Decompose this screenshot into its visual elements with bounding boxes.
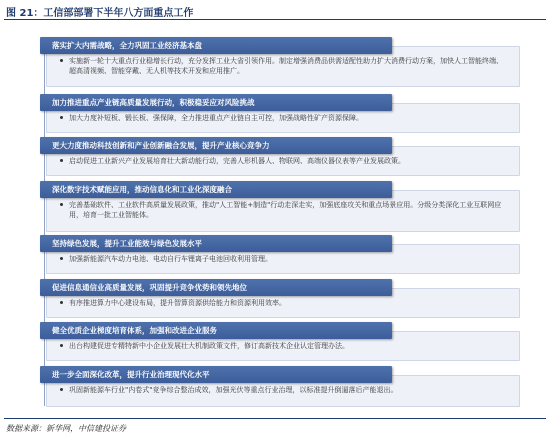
item-5-text: 加强新能源汽车动力电池、电动自行车锂离子电池回收利用管理。 [69, 255, 272, 263]
item-7-heading: 健全优质企业梯度培育体系，加强和改进企业服务 [40, 322, 392, 339]
bullet-icon [60, 301, 63, 304]
figure-title: 图 21：工信部部署下半年八方面重点工作 [6, 8, 194, 19]
bottom-rule [4, 418, 546, 419]
item-5 [40, 235, 520, 275]
item-1 [40, 37, 520, 89]
item-8-heading: 进一步全面深化改革，提升行业治理现代化水平 [40, 366, 392, 383]
bullet-icon [60, 257, 63, 260]
item-7-text: 出台构建促进专精特新中小企业发展壮大机制政策文件，修订高新技术企业认定管理办法。 [69, 342, 349, 350]
bullet-icon [60, 388, 63, 391]
bullet-icon [60, 159, 63, 162]
item-3-text: 启动促进工业新兴产业发展培育壮大新动能行动，完善人形机器人、物联网、高端仪器仪表等产业发展政策。 [69, 157, 405, 165]
item-4-text: 完善基础软件、工业软件高质量发展政策，推动"人工智能+制造"行动走深走实，加强底座攻关和重点场景应用。分级分类深化工业互联网应用，培育一批工业智能体。 [69, 201, 502, 219]
item-1-heading: 落实扩大内需战略，全力巩固工业经济基本盘 [40, 37, 392, 54]
item-2-text: 加大力度补短板、锻长板、强保障，全力推进重点产业链自主可控，加强战略性矿产资源保障。 [69, 114, 363, 122]
item-6-heading: 促进信息通信业高质量发展，巩固提升竞争优势和领先地位 [40, 279, 392, 296]
item-3-heading: 更大力度推动科技创新和产业创新融合发展，提升产业核心竞争力 [40, 137, 392, 154]
item-8-text: 巩固新能源车行业"内卷式"竞争综合整治成效，加强光伏等重点行业治理，以标准提升倒逼落后产能退出。 [69, 386, 398, 394]
bullet-icon [60, 203, 63, 206]
bullet-icon [60, 116, 63, 119]
item-6-text: 有序推进算力中心建设布局，提升智算资源供给能力和资源利用效率。 [69, 299, 286, 307]
top-rule [4, 19, 546, 20]
item-8 [40, 366, 520, 408]
bullet-icon [60, 344, 63, 347]
item-1-text: 实施新一轮十大重点行业稳增长行动，充分发挥工业大省引领作用。制定增强消费品供需适配性助力扩大消费行动方案，加快人工智能终端、超高清视频、智能穿戴、无人机等技术开发和应用推广。 [69, 57, 503, 75]
item-4 [40, 181, 520, 233]
item-6 [40, 279, 520, 319]
bullet-icon [60, 59, 63, 62]
item-2-heading: 加力推进重点产业链高质量发展行动，积极稳妥应对风险挑战 [40, 94, 392, 111]
item-3 [40, 137, 520, 177]
item-2 [40, 94, 520, 134]
item-7 [40, 322, 520, 362]
source-note: 数据来源：新华网，中信建投证券 [6, 424, 126, 433]
item-4-heading: 深化数字技术赋能应用，推动信息化和工业化深度融合 [40, 181, 392, 198]
item-5-heading: 坚持绿色发展，提升工业能效与绿色发展水平 [40, 235, 392, 252]
